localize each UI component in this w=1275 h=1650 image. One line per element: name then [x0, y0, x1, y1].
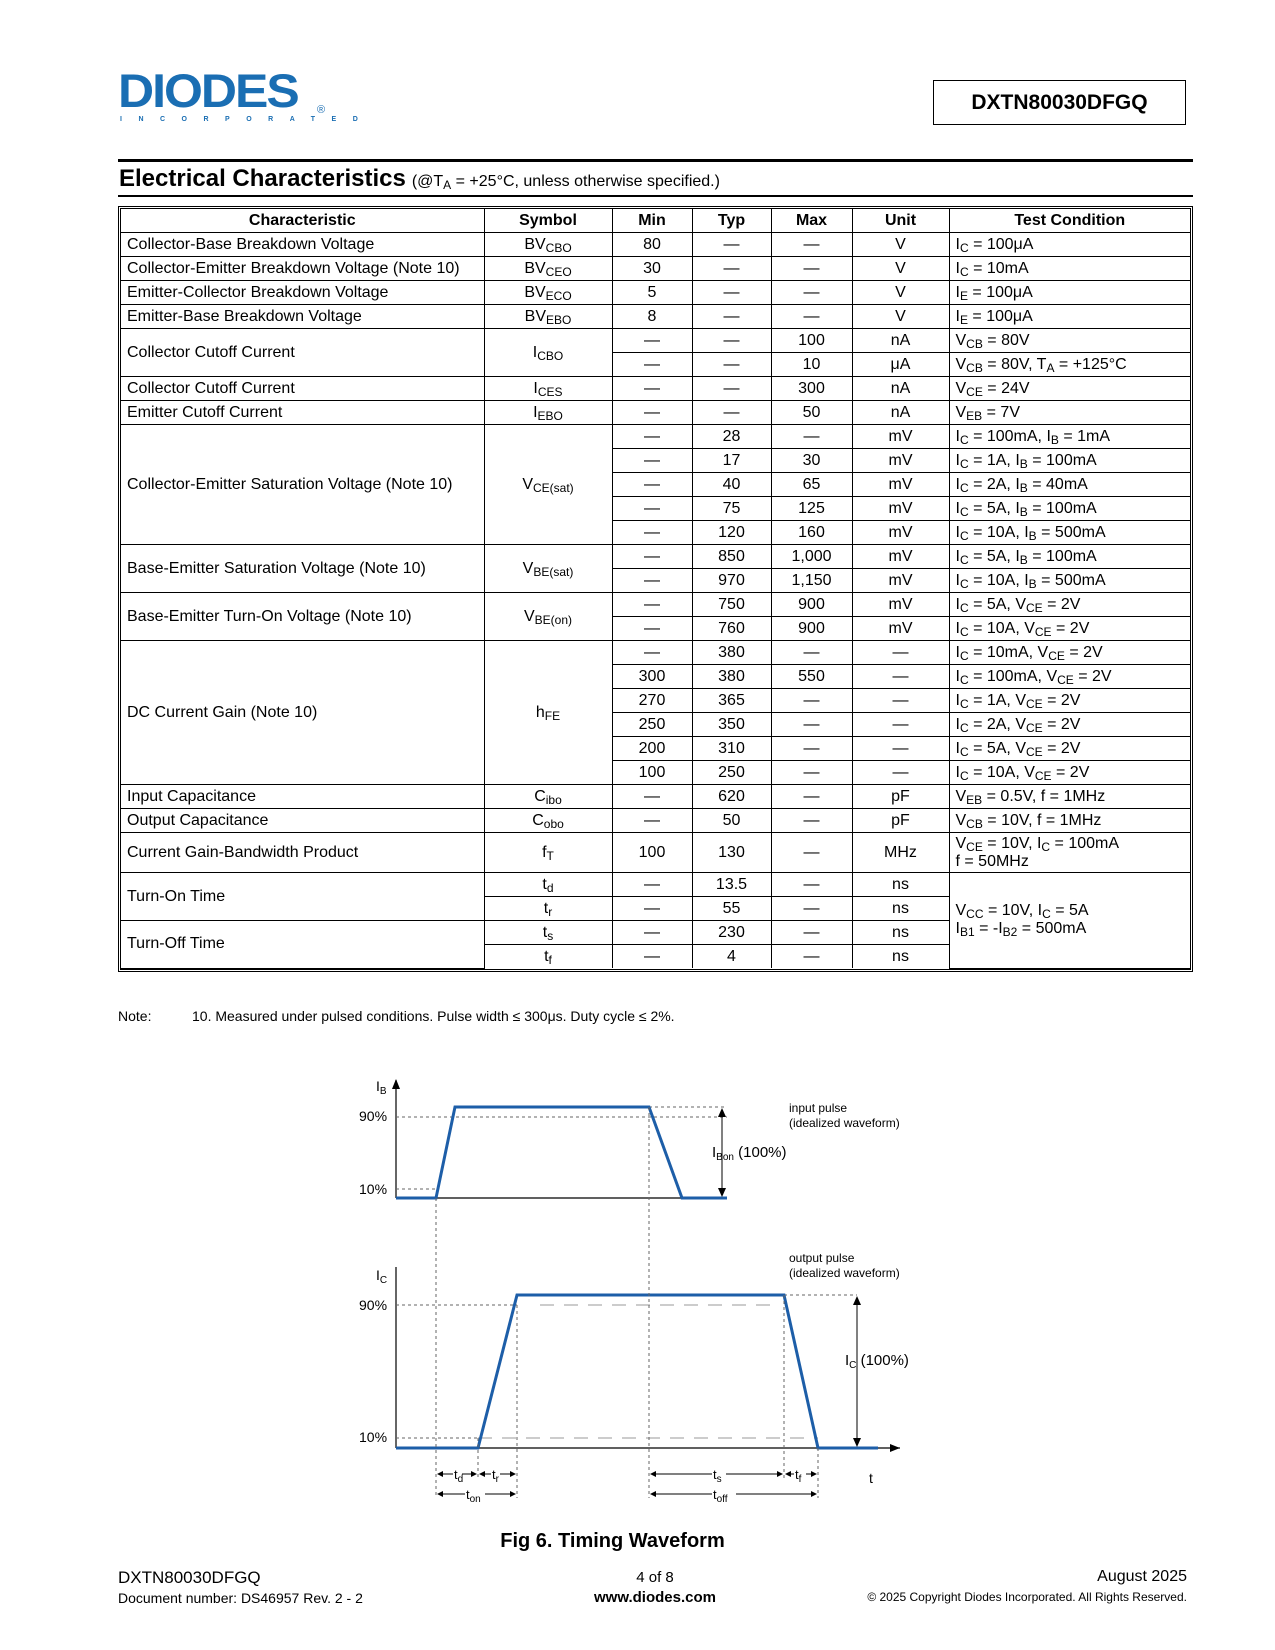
condition-cell: $I_C = 10A$, $V_{CE} = 2V$ [949, 617, 1190, 641]
unit-cell: mV [852, 545, 949, 569]
unit-cell: — [852, 761, 949, 785]
condition-cell: $I_C = 10mA$, $V_{CE} = 2V$ [949, 641, 1190, 665]
max-cell: 550 [771, 665, 852, 689]
characteristic-cell: Output Capacitance [121, 809, 484, 833]
condition-cell: $I_C = 2A$, $V_{CE} = 2V$ [949, 713, 1190, 737]
table-row [121, 785, 1190, 809]
min-cell: 5 [612, 281, 692, 305]
condition-cell: $I_E = 100\mu A$ [949, 305, 1190, 329]
condition-cell: $V_{EB} = 0.5V$, f = 1MHz [949, 785, 1190, 809]
table-row [121, 305, 1190, 329]
condition-cell: $I_C = 10A$, $V_{CE} = 2V$ [949, 761, 1190, 785]
col-test-condition-header: Test Condition [949, 209, 1190, 233]
typ-cell: — [692, 257, 771, 281]
min-cell: 100 [612, 761, 692, 785]
ic-arrow-down [853, 1438, 861, 1447]
footer-copyright: © 2025 Copyright Diodes Incorporated. All Rights Reserved. [867, 1590, 1187, 1604]
max-cell: 1,150 [771, 569, 852, 593]
typ-cell: 380 [692, 665, 771, 689]
characteristic-cell: Emitter-Base Breakdown Voltage [121, 305, 484, 329]
output-idealized-label: (idealized waveform) [789, 1266, 900, 1280]
min-cell: — [612, 921, 692, 945]
note-label: Note: [118, 1008, 152, 1024]
max-cell: 900 [771, 617, 852, 641]
characteristic-cell: DC Current Gain (Note 10) [121, 641, 484, 785]
max-cell: — [771, 897, 852, 921]
table-row [121, 377, 1190, 401]
characteristic-cell: Current Gain-Bandwidth Product [121, 833, 484, 873]
max-cell: — [771, 873, 852, 897]
table-note [118, 1008, 675, 1024]
unit-cell: V [852, 233, 949, 257]
min-cell: 270 [612, 689, 692, 713]
typ-cell: — [692, 305, 771, 329]
toff-label: $t_{off}$ [713, 1487, 728, 1505]
unit-cell: mV [852, 569, 949, 593]
min-cell: — [612, 545, 692, 569]
typ-cell: 120 [692, 521, 771, 545]
unit-cell: — [852, 689, 949, 713]
symbol-cell: $I_{EBO}$ [484, 401, 612, 425]
min-cell: 8 [612, 305, 692, 329]
table-row [121, 425, 1190, 449]
ton-label: $t_{on}$ [466, 1487, 481, 1505]
input-pulse-waveform [396, 1107, 727, 1198]
col-typ-header: Typ [692, 209, 771, 233]
note-text: 10. Measured under pulsed conditions. Pulse width ≤ 300μs. Duty cycle ≤ 2%. [192, 1008, 675, 1024]
min-cell: — [612, 873, 692, 897]
figure-caption: Fig 6. Timing Waveform [500, 1530, 725, 1552]
max-cell: — [771, 233, 852, 257]
characteristic-cell: Turn-Off Time [121, 921, 484, 969]
section-rule-top [118, 159, 1193, 162]
condition-cell: $V_{CE} = 10V$, $I_C = 100mA$ f = 50MHz [949, 833, 1190, 873]
typ-cell: 28 [692, 425, 771, 449]
symbol-cell: $t_f$ [484, 945, 612, 969]
min-cell: — [612, 353, 692, 377]
characteristic-cell: Collector-Base Breakdown Voltage [121, 233, 484, 257]
ib-10-label: 10% [359, 1181, 388, 1197]
max-cell: 65 [771, 473, 852, 497]
unit-cell: pF [852, 785, 949, 809]
condition-cell: $I_C = 100mA$, $I_B = 1mA$ [949, 425, 1190, 449]
min-cell: — [612, 641, 692, 665]
unit-cell: mV [852, 593, 949, 617]
condition-cell: $I_C = 5A$, $I_B = 100mA$ [949, 497, 1190, 521]
max-cell: 50 [771, 401, 852, 425]
min-cell: — [612, 593, 692, 617]
max-cell: — [771, 305, 852, 329]
typ-cell: 40 [692, 473, 771, 497]
condition-cell: $I_E = 100\mu A$ [949, 281, 1190, 305]
typ-cell: 970 [692, 569, 771, 593]
symbol-cell: $I_{CES}$ [484, 377, 612, 401]
table-row [121, 833, 1190, 873]
ic-axis-label: $I_C$ [376, 1267, 388, 1286]
symbol-cell: $BV_{EBO}$ [484, 305, 612, 329]
table-row [121, 545, 1190, 569]
typ-cell: 50 [692, 809, 771, 833]
input-pulse-label: input pulse [789, 1101, 848, 1115]
unit-cell: — [852, 713, 949, 737]
characteristic-cell: Emitter Cutoff Current [121, 401, 484, 425]
characteristic-cell: Turn-On Time [121, 873, 484, 921]
condition-cell: $I_C = 5A$, $V_{CE} = 2V$ [949, 737, 1190, 761]
symbol-cell: $V_{BE(on)}$ [484, 593, 612, 641]
typ-cell: 55 [692, 897, 771, 921]
max-cell: 125 [771, 497, 852, 521]
typ-cell: 13.5 [692, 873, 771, 897]
ic-90-label: 90% [359, 1297, 388, 1313]
unit-cell: MHz [852, 833, 949, 873]
output-pulse-waveform [396, 1295, 878, 1448]
unit-cell: — [852, 641, 949, 665]
symbol-cell: $I_{CBO}$ [484, 329, 612, 377]
unit-cell: nA [852, 377, 949, 401]
max-cell: — [771, 713, 852, 737]
condition-cell: $V_{CB} = 80V$ [949, 329, 1190, 353]
unit-cell: nA [852, 401, 949, 425]
symbol-cell: $BV_{CBO}$ [484, 233, 612, 257]
min-cell: 250 [612, 713, 692, 737]
condition-cell: $I_C = 10A$, $I_B = 500mA$ [949, 569, 1190, 593]
max-cell: — [771, 833, 852, 873]
max-cell: — [771, 809, 852, 833]
unit-cell: μA [852, 353, 949, 377]
characteristic-cell: Collector-Emitter Breakdown Voltage (Note 10) [121, 257, 484, 281]
col-max-header: Max [771, 209, 852, 233]
condition-cell: $V_{EB} = 7V$ [949, 401, 1190, 425]
ib-axis-arrow [392, 1079, 400, 1089]
table-row [121, 593, 1190, 617]
min-cell: 80 [612, 233, 692, 257]
symbol-cell: $V_{BE(sat)}$ [484, 545, 612, 593]
footer-part-number: DXTN80030DFGQ [118, 1568, 261, 1587]
table-header-row [121, 209, 1190, 233]
min-cell: — [612, 329, 692, 353]
footer-date: August 2025 [1097, 1568, 1187, 1585]
registered-mark: ® [317, 104, 326, 116]
typ-cell: — [692, 281, 771, 305]
unit-cell: mV [852, 449, 949, 473]
condition-cell: $I_C = 2A$, $I_B = 40mA$ [949, 473, 1190, 497]
table-row [121, 281, 1190, 305]
max-cell: 30 [771, 449, 852, 473]
output-pulse-label: output pulse [789, 1251, 855, 1265]
max-cell: 100 [771, 329, 852, 353]
condition-cell: $I_C = 1A$, $I_B = 100mA$ [949, 449, 1190, 473]
symbol-cell: $BV_{CEO}$ [484, 257, 612, 281]
symbol-cell: $t_s$ [484, 921, 612, 945]
condition-cell: $I_C = 1A$, $V_{CE} = 2V$ [949, 689, 1190, 713]
tf-label: $t_f$ [795, 1467, 802, 1485]
min-cell: — [612, 897, 692, 921]
max-cell: — [771, 737, 852, 761]
typ-cell: — [692, 233, 771, 257]
characteristic-cell: Base-Emitter Saturation Voltage (Note 10) [121, 545, 484, 593]
condition-cell: $I_C = 10mA$ [949, 257, 1190, 281]
ic-10-label: 10% [359, 1429, 388, 1445]
symbol-cell: $t_r$ [484, 897, 612, 921]
section-title-text: Electrical Characteristics [119, 165, 406, 192]
condition-cell: $V_{CB} = 10V$, f = 1MHz [949, 809, 1190, 833]
timing-waveform-figure [350, 1075, 910, 1505]
ic-100-label: $I_C$ (100%) [845, 1352, 909, 1371]
ibon-arrow-down [718, 1188, 726, 1197]
table-row [121, 233, 1190, 257]
tr-label: $t_r$ [492, 1467, 499, 1485]
typ-cell: 17 [692, 449, 771, 473]
max-cell: — [771, 425, 852, 449]
max-cell: 300 [771, 377, 852, 401]
max-cell: 10 [771, 353, 852, 377]
ibon-arrow-up [718, 1108, 726, 1117]
unit-cell: V [852, 257, 949, 281]
table-row [121, 329, 1190, 353]
condition-cell: $I_C = 5A$, $I_B = 100mA$ [949, 545, 1190, 569]
max-cell: — [771, 921, 852, 945]
condition-cell: $V_{CE} = 24V$ [949, 377, 1190, 401]
symbol-cell: $C_{obo}$ [484, 809, 612, 833]
unit-cell: V [852, 281, 949, 305]
typ-cell: — [692, 353, 771, 377]
part-number-header: DXTN80030DFGQ [933, 80, 1186, 125]
max-cell: — [771, 945, 852, 969]
min-cell: 300 [612, 665, 692, 689]
section-rule-bottom [118, 195, 1193, 197]
typ-cell: 4 [692, 945, 771, 969]
ib-axis-label: $I_B$ [376, 1078, 387, 1097]
min-cell: — [612, 617, 692, 641]
unit-cell: ns [852, 945, 949, 969]
unit-cell: ns [852, 873, 949, 897]
footer-website-link[interactable]: www.diodes.com [594, 1589, 716, 1606]
symbol-cell: $C_{ibo}$ [484, 785, 612, 809]
min-cell: 30 [612, 257, 692, 281]
typ-cell: 350 [692, 713, 771, 737]
footer-page-number: 4 of 8 [636, 1569, 674, 1586]
max-cell: — [771, 281, 852, 305]
symbol-cell: $h_{FE}$ [484, 641, 612, 785]
ibon-label: $I_{Bon}$ (100%) [712, 1144, 787, 1163]
unit-cell: V [852, 305, 949, 329]
table-row [121, 257, 1190, 281]
col-symbol-header: Symbol [484, 209, 612, 233]
typ-cell: 230 [692, 921, 771, 945]
unit-cell: pF [852, 809, 949, 833]
min-cell: — [612, 425, 692, 449]
condition-cell: $V_{CB} = 80V$, $T_A = +125^\circ C$ [949, 353, 1190, 377]
unit-cell: mV [852, 521, 949, 545]
td-label: $t_d$ [454, 1467, 464, 1485]
typ-cell: 250 [692, 761, 771, 785]
condition-cell: $I_C = 100\mu A$ [949, 233, 1190, 257]
min-cell: — [612, 809, 692, 833]
ic-arrow-up [853, 1296, 861, 1305]
min-cell: — [612, 473, 692, 497]
characteristic-cell: Collector Cutoff Current [121, 377, 484, 401]
characteristic-cell: Input Capacitance [121, 785, 484, 809]
min-cell: — [612, 497, 692, 521]
ib-90-label: 90% [359, 1108, 388, 1124]
table-row [121, 873, 1190, 897]
ts-label: $t_s$ [713, 1467, 722, 1485]
characteristic-cell: Collector Cutoff Current [121, 329, 484, 377]
symbol-cell: $BV_{ECO}$ [484, 281, 612, 305]
table-row [121, 401, 1190, 425]
company-logo: DIODES [118, 64, 298, 118]
typ-cell: 310 [692, 737, 771, 761]
max-cell: 160 [771, 521, 852, 545]
symbol-cell: $t_d$ [484, 873, 612, 897]
symbol-cell: $V_{CE(sat)}$ [484, 425, 612, 545]
electrical-characteristics-table [118, 206, 1193, 972]
min-cell: — [612, 945, 692, 969]
max-cell: — [771, 689, 852, 713]
typ-cell: 365 [692, 689, 771, 713]
characteristic-cell: Emitter-Collector Breakdown Voltage [121, 281, 484, 305]
max-cell: — [771, 761, 852, 785]
symbol-cell: $f_T$ [484, 833, 612, 873]
typ-cell: 750 [692, 593, 771, 617]
min-cell: — [612, 521, 692, 545]
col-min-header: Min [612, 209, 692, 233]
footer-doc-number: Document number: DS46957 Rev. 2 - 2 [118, 1590, 363, 1606]
unit-cell: ns [852, 897, 949, 921]
input-idealized-label: (idealized waveform) [789, 1116, 900, 1130]
col-unit-header: Unit [852, 209, 949, 233]
max-cell: 1,000 [771, 545, 852, 569]
condition-cell: $I_C = 100mA$, $V_{CE} = 2V$ [949, 665, 1190, 689]
typ-cell: — [692, 401, 771, 425]
typ-cell: 850 [692, 545, 771, 569]
min-cell: — [612, 449, 692, 473]
unit-cell: mV [852, 497, 949, 521]
typ-cell: — [692, 329, 771, 353]
time-axis-label: t [869, 1470, 873, 1486]
section-title [119, 164, 720, 197]
section-condition: ($@T_A = +25^\circ C$, unless otherwise specified.) [411, 173, 720, 192]
col-characteristic-header: Characteristic [121, 209, 484, 233]
max-cell: 900 [771, 593, 852, 617]
characteristic-cell: Collector-Emitter Saturation Voltage (Note 10) [121, 425, 484, 545]
min-cell: — [612, 785, 692, 809]
condition-cell: $I_C = 5A$, $V_{CE} = 2V$ [949, 593, 1190, 617]
typ-cell: — [692, 377, 771, 401]
unit-cell: — [852, 737, 949, 761]
typ-cell: 620 [692, 785, 771, 809]
unit-cell: mV [852, 473, 949, 497]
min-cell: — [612, 377, 692, 401]
logo-subtitle: INCORPORATED [120, 116, 375, 123]
condition-cell: $V_{CC} = 10V$, $I_C = 5A$ $I_{B1} = -I_{B2} = 500mA$ [949, 873, 1190, 969]
unit-cell: mV [852, 617, 949, 641]
typ-cell: 760 [692, 617, 771, 641]
min-cell: 100 [612, 833, 692, 873]
condition-cell: $I_C = 10A$, $I_B = 500mA$ [949, 521, 1190, 545]
max-cell: — [771, 641, 852, 665]
typ-cell: 130 [692, 833, 771, 873]
table-row [121, 641, 1190, 665]
min-cell: 200 [612, 737, 692, 761]
typ-cell: 75 [692, 497, 771, 521]
min-cell: — [612, 401, 692, 425]
typ-cell: 380 [692, 641, 771, 665]
unit-cell: nA [852, 329, 949, 353]
table-row [121, 809, 1190, 833]
max-cell: — [771, 257, 852, 281]
time-axis-arrow [890, 1444, 900, 1452]
min-cell: — [612, 569, 692, 593]
unit-cell: — [852, 665, 949, 689]
unit-cell: mV [852, 425, 949, 449]
max-cell: — [771, 785, 852, 809]
characteristic-cell: Base-Emitter Turn-On Voltage (Note 10) [121, 593, 484, 641]
unit-cell: ns [852, 921, 949, 945]
